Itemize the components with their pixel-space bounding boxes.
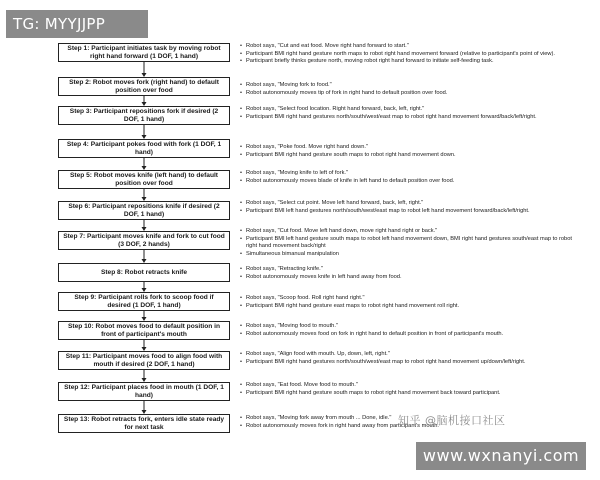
step-notes-7 xyxy=(240,228,580,258)
note-item: • Robot says, "Moving fork to food." xyxy=(240,82,580,90)
note-item: • Robot autonomously moves knife in left hand away from food. xyxy=(240,274,580,282)
note-item: • Robot says, "Retracting knife." xyxy=(240,266,580,274)
note-item: • Robot says, "Cut food. Move left hand down, move right hand right or back." xyxy=(240,228,580,236)
note-item: • Robot autonomously moves tip of fork in right hand to default position over food. xyxy=(240,90,580,98)
note-item: • Robot says, "Moving fork away from mouth ... Done, idle." xyxy=(240,415,580,423)
step-label: Step 10: Robot moves food to default position in front of participant's mouth xyxy=(67,322,221,338)
step-label: Step 6: Participant repositions knife if desired (2 DOF, 1 hand) xyxy=(68,202,220,218)
note-item: • Participant BMI left hand gesture south maps to robot left hand movement down, BMI right hand gestures south/east map to robot right hand movement back/right xyxy=(240,236,580,251)
step-label: Step 1: Participant initiates task by moving robot right hand forward (1 DOF, 1 hand) xyxy=(67,44,221,60)
step-label: Step 12: Participant places food in mouth (1 DOF, 1 hand) xyxy=(64,383,224,399)
step-notes-12 xyxy=(240,382,580,397)
note-item: • Robot says, "Select food location. Right hand forward, back, left, right." xyxy=(240,106,580,114)
note-item: • Participant BMI right hand gesture south maps to robot right hand movement back toward participant. xyxy=(240,390,580,398)
step-box-2 xyxy=(58,77,230,96)
note-item: • Participant BMI right hand gesture north maps to robot right hand movement forward (relative to participant's point of view). xyxy=(240,51,580,59)
note-item: • Participant BMI right hand gestures north/south/west/east map to robot right hand movement forward/back/left/right. xyxy=(240,114,580,122)
step-notes-5 xyxy=(240,170,580,185)
step-box-4 xyxy=(58,139,230,158)
step-label: Step 3: Participant repositions fork if desired (2 DOF, 1 hand) xyxy=(69,107,219,123)
step-label: Step 13: Robot retracts fork, enters idle state ready for next task xyxy=(63,415,225,431)
step-box-9 xyxy=(58,292,230,311)
step-notes-4 xyxy=(240,144,580,159)
note-item: • Robot says, "Moving knife to left of fork." xyxy=(240,170,580,178)
watermark-zhihu: 知乎 @脑机接口社区 xyxy=(398,414,506,427)
note-item: • Robot says, "Poke food. Move right hand down." xyxy=(240,144,580,152)
note-item: • Robot autonomously moves fork in right hand away from participant's mouth. xyxy=(240,423,580,431)
step-box-13 xyxy=(58,414,230,433)
note-item: • Simultaneous bimanual manipulation xyxy=(240,251,580,259)
step-notes-3 xyxy=(240,106,580,121)
step-box-10 xyxy=(58,321,230,340)
step-notes-9 xyxy=(240,295,580,310)
note-item: • Participant BMI right hand gestures north/south/west/east map to robot right hand movement up/down/left/right. xyxy=(240,359,580,367)
watermark-url: www.wxnanyi.com xyxy=(416,442,586,470)
note-item: • Robot says, "Moving food to mouth." xyxy=(240,323,580,331)
step-notes-11 xyxy=(240,351,580,366)
note-item: • Participant BMI right hand gesture east maps to robot right hand movement roll right. xyxy=(240,303,580,311)
step-box-5 xyxy=(58,170,230,189)
note-item: • Robot autonomously moves food on fork in right hand to default position in front of participant's mouth. xyxy=(240,331,580,339)
step-box-6 xyxy=(58,201,230,220)
step-notes-2 xyxy=(240,82,580,97)
step-notes-8 xyxy=(240,266,580,281)
note-item: • Robot says, "Cut and eat food. Move right hand forward to start." xyxy=(240,43,580,51)
step-box-3 xyxy=(58,106,230,125)
step-box-1 xyxy=(58,43,230,62)
step-notes-10 xyxy=(240,323,580,338)
step-box-7 xyxy=(58,231,230,250)
step-box-8 xyxy=(58,263,230,282)
note-item: • Robot says, "Select cut point. Move left hand forward, back, left, right." xyxy=(240,200,580,208)
note-item: • Participant BMI left hand gestures north/south/west/east map to robot left hand movement forward/back/left/right. xyxy=(240,208,580,216)
step-label: Step 2: Robot moves fork (right hand) to default position over food xyxy=(69,78,219,94)
step-notes-6 xyxy=(240,200,580,215)
step-box-11 xyxy=(58,351,230,370)
note-item: • Robot says, "Eat food. Move food to mouth." xyxy=(240,382,580,390)
step-label: Step 8: Robot retracts knife xyxy=(100,268,188,276)
note-item: • Participant BMI right hand gesture south maps to robot right hand movement down. xyxy=(240,152,580,160)
step-label: Step 4: Participant pokes food with fork (1 DOF, 1 hand) xyxy=(66,140,222,156)
note-item: • Robot autonomously moves blade of knife in left hand to default position over food. xyxy=(240,178,580,186)
step-label: Step 7: Participant moves knife and fork to cut food (3 DOF, 2 hands) xyxy=(63,232,225,248)
step-label: Step 5: Robot moves knife (left hand) to default position over food xyxy=(70,171,218,187)
step-notes-1 xyxy=(240,43,580,66)
step-box-12 xyxy=(58,382,230,401)
note-item: • Participant briefly thinks gesture north, moving robot right hand forward to initiate self-feeding task. xyxy=(240,58,580,66)
note-item: • Robot says, "Align food with mouth. Up, down, left, right." xyxy=(240,351,580,359)
step-label: Step 9: Participant rolls fork to scoop food if desired (1 DOF, 1 hand) xyxy=(74,293,214,309)
watermark-tag: TG: MYYJJPP xyxy=(6,10,148,38)
step-label: Step 11: Participant moves food to align food with mouth if desired (2 DOF, 1 hand) xyxy=(65,352,223,368)
note-item: • Robot says, "Scoop food. Roll right hand right." xyxy=(240,295,580,303)
